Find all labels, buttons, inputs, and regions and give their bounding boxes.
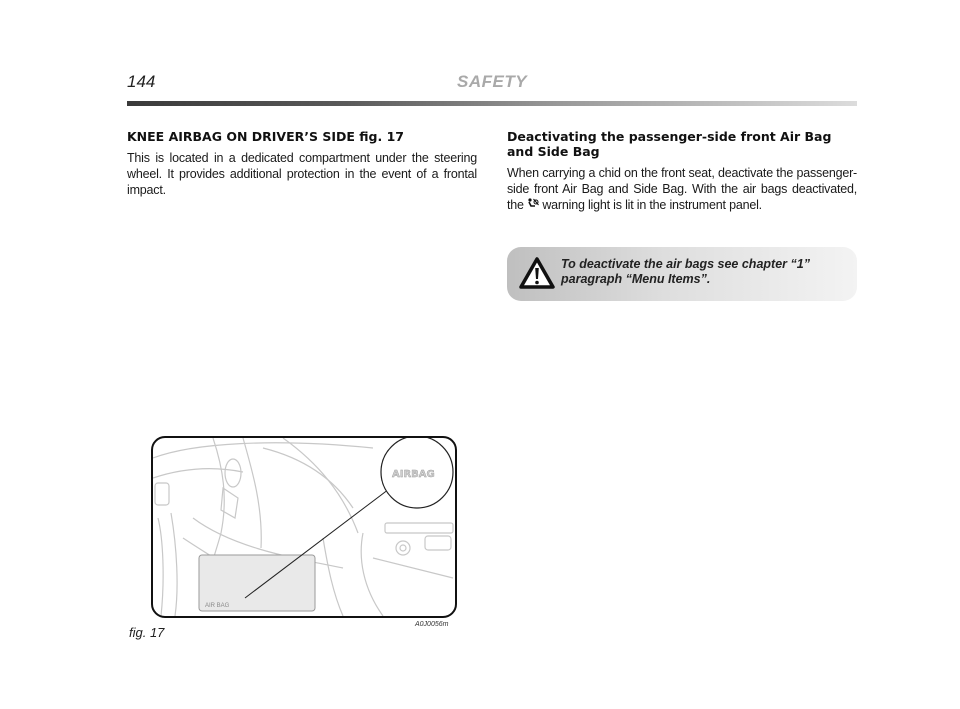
page-number: 144 bbox=[127, 72, 156, 91]
deactivation-body-start: When carrying a chid on the front seat, deactivate the passenger-side front Air Bag and Side Bag. With the air bags deactivated, the bbox=[507, 166, 857, 212]
right-column bbox=[507, 129, 857, 214]
deactivation-heading: Deactivating the passenger-side front Air Bag and Side Bag bbox=[507, 129, 832, 159]
section-title: SAFETY bbox=[457, 72, 528, 91]
warning-box bbox=[507, 247, 857, 301]
figure-code: A0J0056m bbox=[415, 621, 449, 628]
deactivation-body-end: warning light is lit in the instrument panel. bbox=[539, 198, 762, 212]
warning-text: To deactivate the air bags see chapter “1” paragraph “Menu Items”. bbox=[561, 257, 810, 286]
header-rule bbox=[127, 101, 857, 106]
left-column bbox=[127, 129, 477, 198]
figure-caption: fig. 17 bbox=[129, 625, 165, 640]
figure-17-illustration bbox=[151, 436, 457, 618]
warning-triangle-icon bbox=[519, 257, 555, 289]
deactivation-body bbox=[507, 165, 857, 214]
zoom-airbag-label: AIRBAG bbox=[392, 469, 435, 480]
passenger-airbag-off-icon bbox=[527, 200, 539, 212]
knee-airbag-heading: KNEE AIRBAG ON DRIVER’S SIDE fig. 17 bbox=[127, 129, 405, 144]
knee-airbag-body: This is located in a dedicated compartment under the steering wheel. It provides additional protection in the event of a frontal impact. bbox=[127, 151, 477, 197]
panel-airbag-label: AIR BAG bbox=[205, 603, 230, 609]
dashboard-drawing bbox=[153, 438, 455, 616]
